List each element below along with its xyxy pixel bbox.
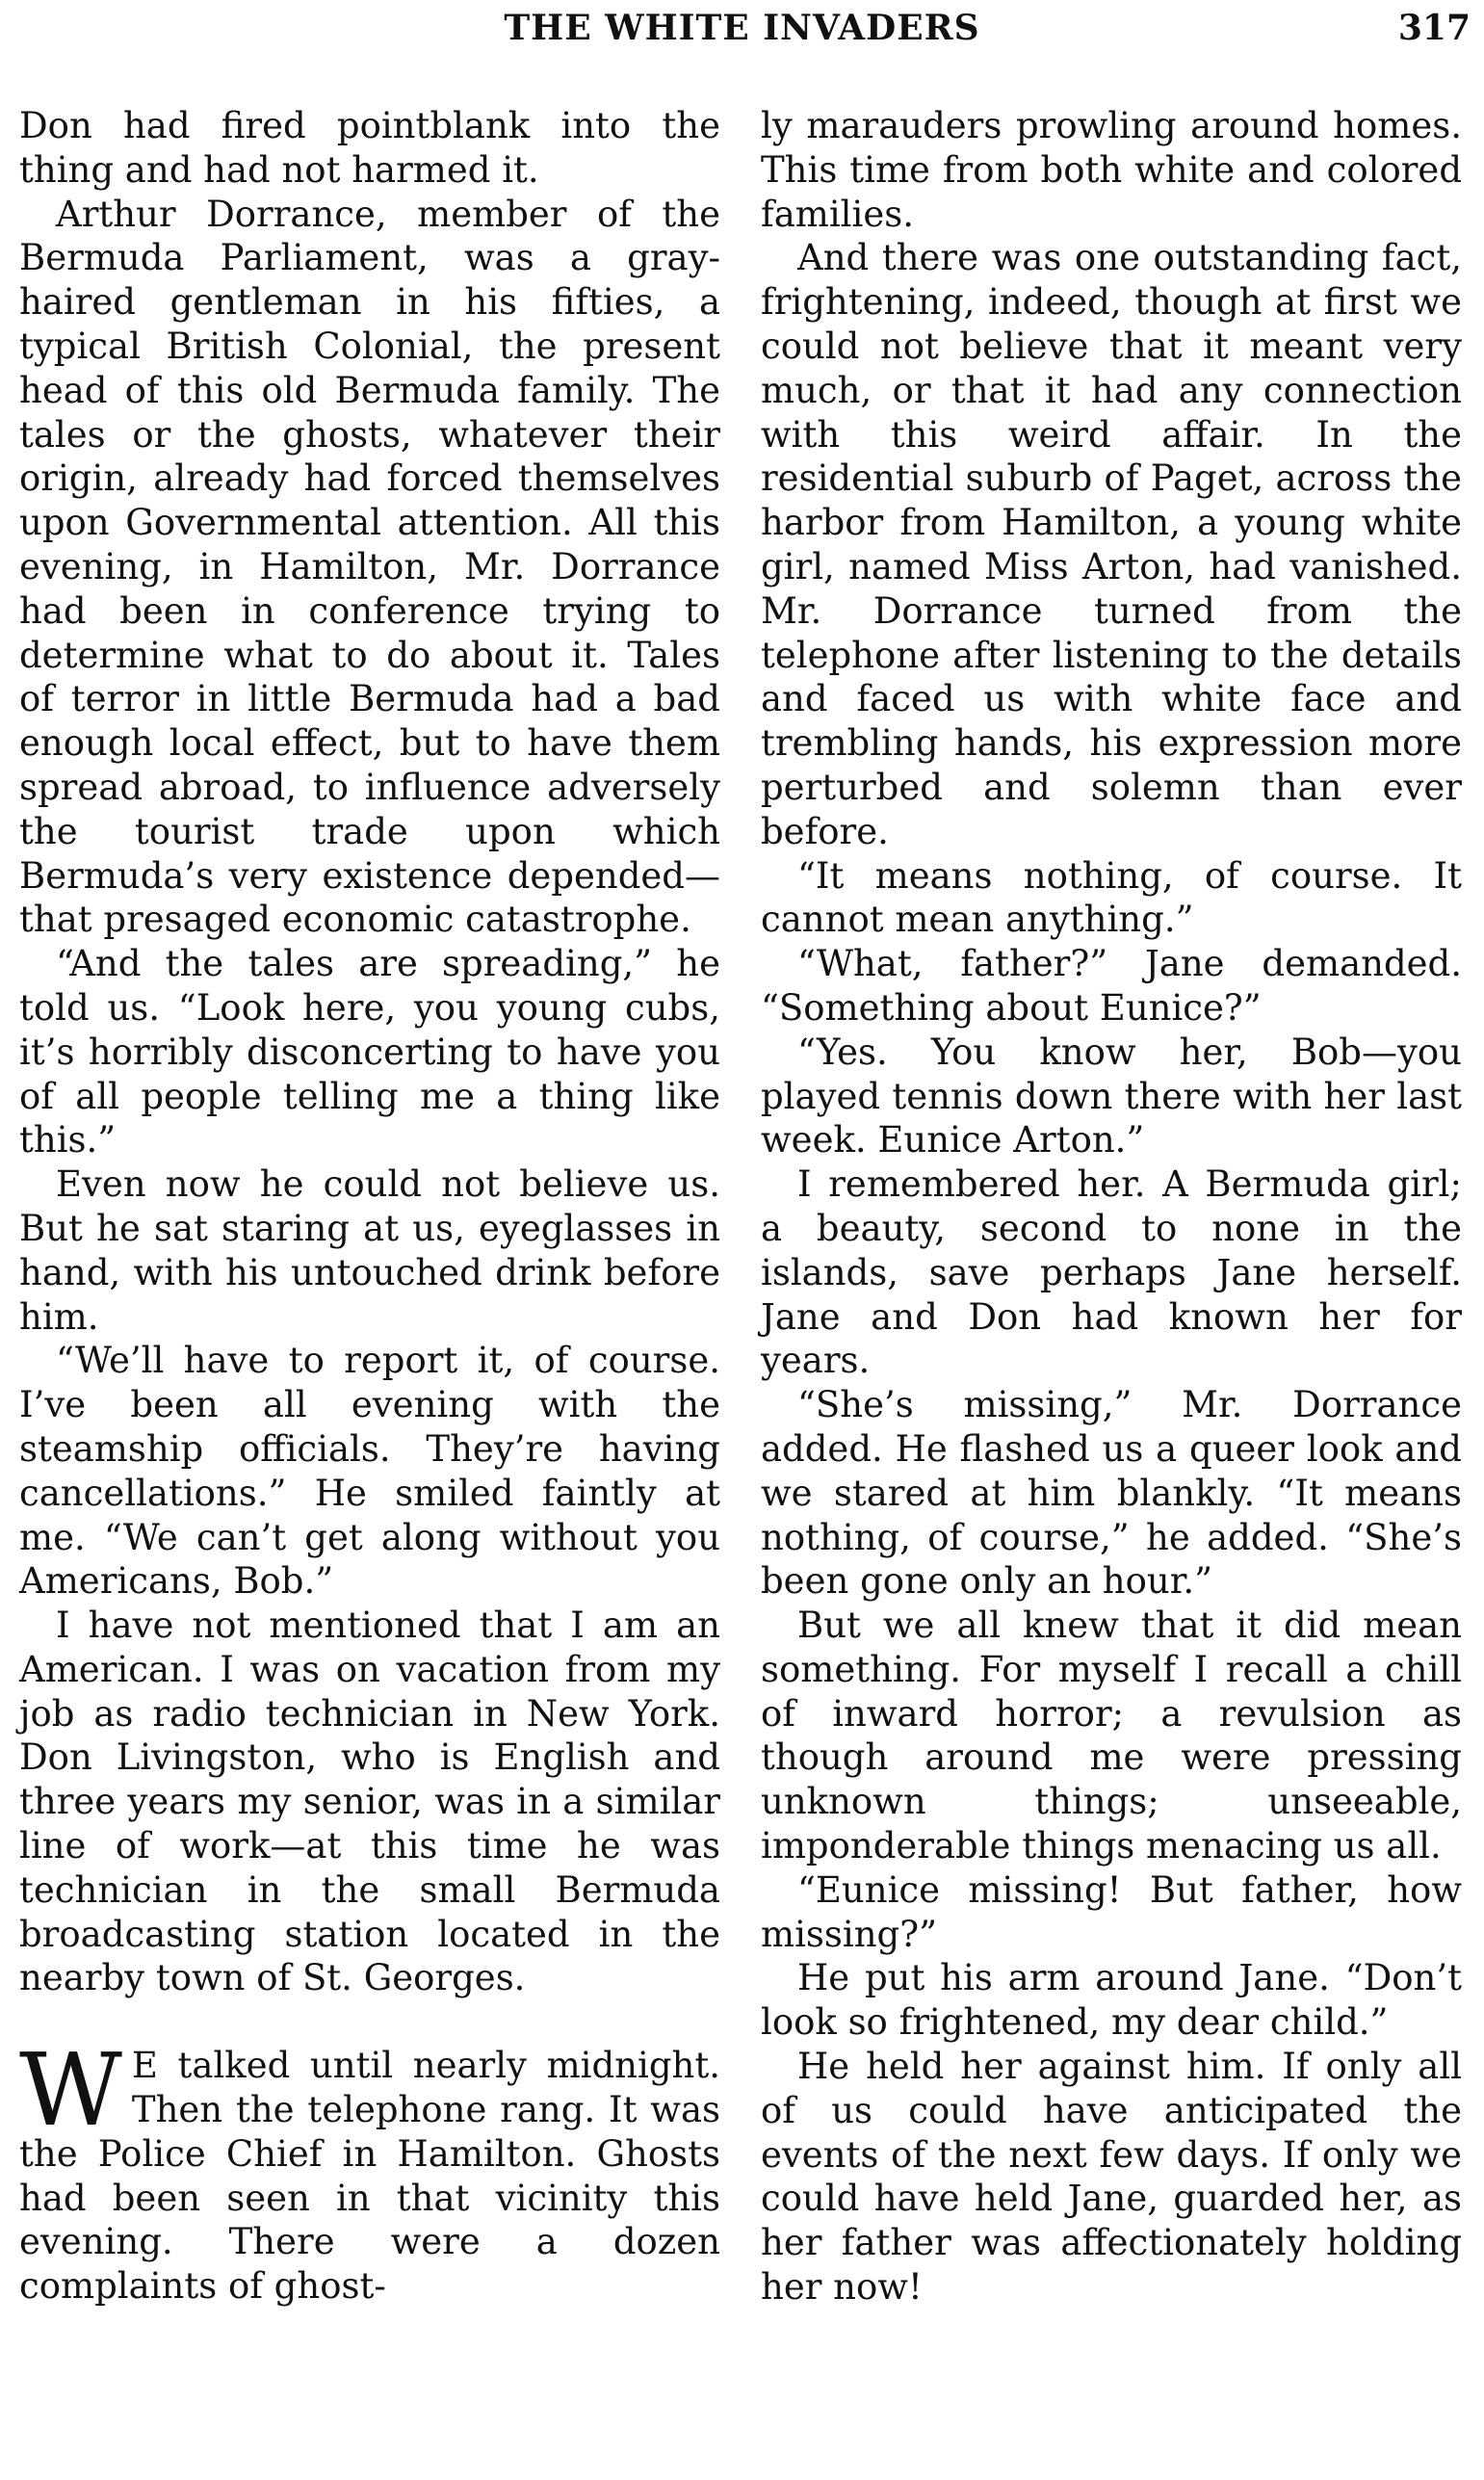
left-column [19,104,720,2309]
paragraph: But we all knew that it did mean something. For myself I recall a chill of inward horror; a revulsion as though around me were pressing unknown things; unseeable, imponderable things menacing us all. [761,1605,1462,1867]
paragraph: “And the tales are spreading,” he told us. “Look here, you young cubs, it’s horribly disconcerting to have you of all people telling me a thing like this.” [19,943,720,1162]
page-number: 317 [1397,8,1471,48]
page-header [0,8,1484,54]
paragraph: Arthur Dorrance, member of the Bermuda Parliament, was a gray-haired gentleman in his fifties, a typical British Colonial, the present head of this old Bermuda family. The tales or the ghosts, whatever their origin, already had forced themselves upon Governmental attention. All this evening, in Hamilton, Mr. Dorrance had been in conference trying to determine what to do about it. Tales of terror in little Bermuda had a bad enough local effect, but to have them spread abroad, to influence adversely the tourist trade upon which Bermuda’s very existence depended—that presaged economic catastrophe. [19,193,720,941]
paragraph: “What, father?” Jane demanded. “Something about Eunice?” [761,943,1462,1029]
paragraph: “Yes. You know her, Bob—you played tennis down there with her last week. Eunice Arton.” [761,1031,1462,1162]
paragraph: He held her against him. If only all of us could have anticipated the events of the next few days. If only we could have held Jane, guarded her, as her father was affectionately holding her now! [761,2046,1462,2309]
paragraph: ly marauders prowling around homes. This time from both white and colored families. [761,105,1462,235]
paragraph: “We’ll have to report it, of course. I’ve been all evening with the steamship officials. They’re having cancellations.” He smiled faintly at me. “We can’t get along without you Americans, Bob.” [19,1340,720,1603]
section-break [19,2000,720,2044]
drop-cap: W [19,2031,122,2150]
paragraph: And there was one outstanding fact, frightening, indeed, though at first we could not believe that it meant very much, or that it had any connection with this weird affair. In the residential suburb of Paget, across the harbor from Hamilton, a young white girl, named Miss Arton, had vanished. Mr. Dorrance turned from the telephone after listening to the details and faced us with white face and trembling hands, his expression more perturbed and solemn than ever before. [761,237,1462,852]
paragraph-text: E talked until nearly midnight. Then the telephone rang. It was the Police Chief in Hamilton. Ghosts had been seen in that vicinity this evening. There were a dozen complaints of ghost- [19,2045,720,2308]
paragraph: “It means nothing, of course. It cannot mean anything.” [761,854,1462,941]
paragraph: “She’s missing,” Mr. Dorrance added. He flashed us a queer look and we stared at him blankly. “It means nothing, of course,” he added. “She’s been gone only an hour.” [761,1384,1462,1603]
paragraph: I have not mentioned that I am an American. I was on vacation from my job as radio technician in New York. Don Livingston, who is English and three years my senior, was in a similar line of work—at this time he was technician in the small Bermuda broadcasting station located in the nearby town of St. Georges. [19,1605,720,1999]
paragraph: He put his arm around Jane. “Don’t look so frightened, my dear child.” [761,1957,1462,2044]
running-title: THE WHITE INVADERS [504,8,980,48]
dropcap-paragraph [19,2031,720,2309]
paragraph: I remembered her. A Bermuda girl; a beauty, second to none in the islands, save perhaps Jane herself. Jane and Don had known her for years. [761,1163,1462,1382]
paragraph: “Eunice missing! But father, how missing?” [761,1868,1462,1955]
paragraph: Even now he could not believe us. But he sat staring at us, eyeglasses in hand, with his untouched drink before him. [19,1163,720,1338]
right-column [761,104,1462,2310]
paragraph: Don had fired pointblank into the thing and had not harmed it. [19,105,720,191]
